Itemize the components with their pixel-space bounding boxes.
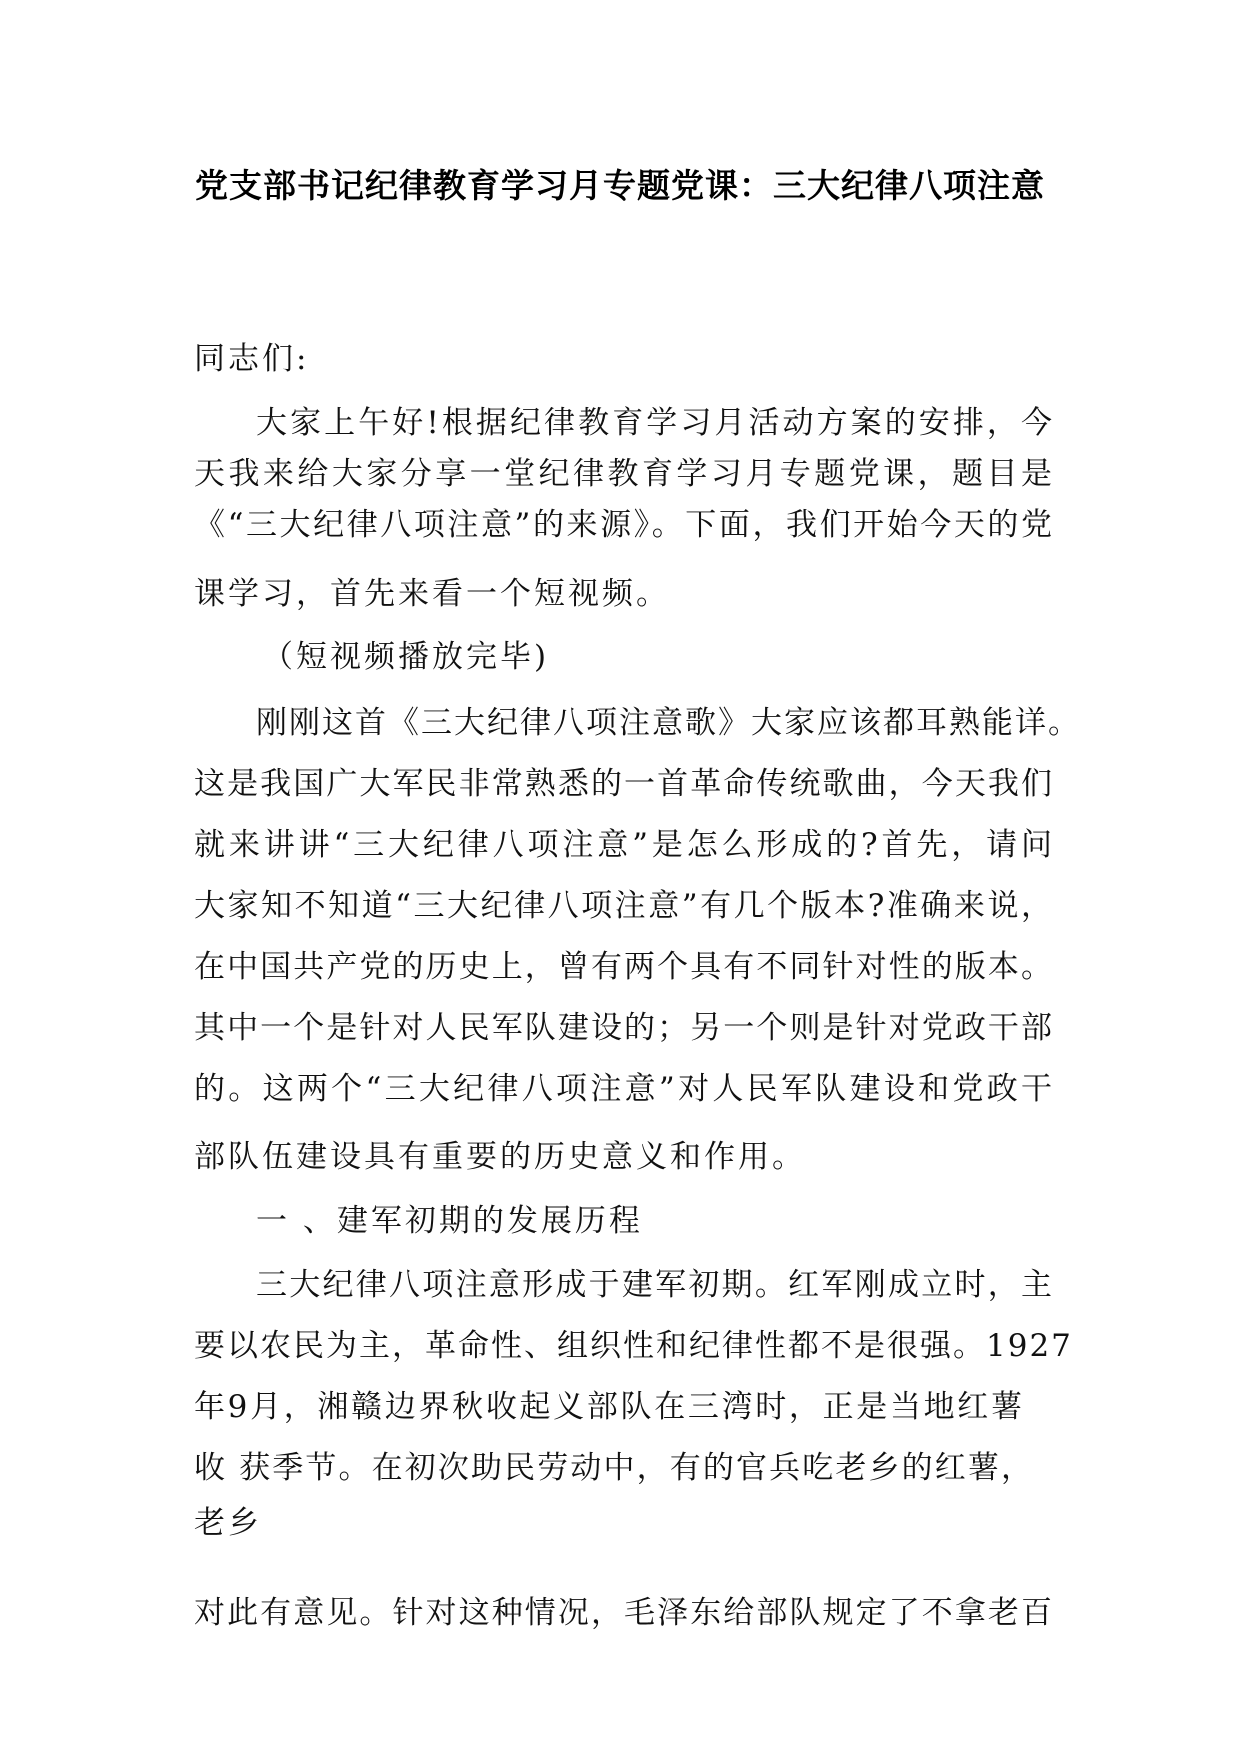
stage-direction: （短视频播放完毕) [262,639,550,675]
section-heading: 一 、建军初期的发展历程 [256,1203,643,1239]
paragraph-line: 对此有意见。针对这种情况，毛泽东给部队规定了不拿老百 [194,1595,1054,1631]
paragraph-line: 大家知不知道“三大纪律八项注意”有几个版本?准确来说， [194,888,1054,924]
paragraph-line: 课学习，首先来看一个短视频。 [194,576,670,612]
paragraph-line: 《“三大纪律八项注意”的来源》。下面，我们开始今天的党 [194,507,1054,543]
paragraph-line: 收 获季节。在初次助民劳动中，有的官兵吃老乡的红薯， [194,1450,1034,1486]
salutation: 同志们: [194,341,310,377]
paragraph-line: 年9月，湘赣边界秋收起义部队在三湾时，正是当地红薯 [194,1389,1024,1425]
paragraph-line: 三大纪律八项注意形成于建军初期。红军刚成立时，主 [256,1267,1054,1303]
document-title: 党支部书记纪律教育学习月专题党课：三大纪律八项注意 [195,166,1045,205]
paragraph-line: 其中一个是针对人民军队建设的；另一个则是针对党政干部 [194,1010,1054,1046]
paragraph-line: 老乡 [194,1505,262,1541]
paragraph-line: 要以农民为主，革命性、组织性和纪律性都不是很强。1927 [194,1328,1073,1364]
paragraph-line: 的。这两个“三大纪律八项注意”对人民军队建设和党政干 [194,1071,1054,1107]
paragraph-line: 这是我国广大军民非常熟悉的一首革命传统歌曲，今天我们 [194,766,1054,802]
paragraph-line: 就来讲讲“三大纪律八项注意”是怎么形成的?首先，请问 [194,827,1054,863]
paragraph-line: 天我来给大家分享一堂纪律教育学习月专题党课，题目是 [194,456,1054,492]
paragraph-line: 大家上午好!根据纪律教育学习月活动方案的安排，今 [256,405,1054,441]
paragraph-line: 在中国共产党的历史上，曾有两个具有不同针对性的版本。 [194,949,1054,985]
paragraph-line: 刚刚这首《三大纪律八项注意歌》大家应该都耳熟能详。 [256,705,1081,741]
paragraph-line: 部队伍建设具有重要的历史意义和作用。 [194,1139,806,1175]
